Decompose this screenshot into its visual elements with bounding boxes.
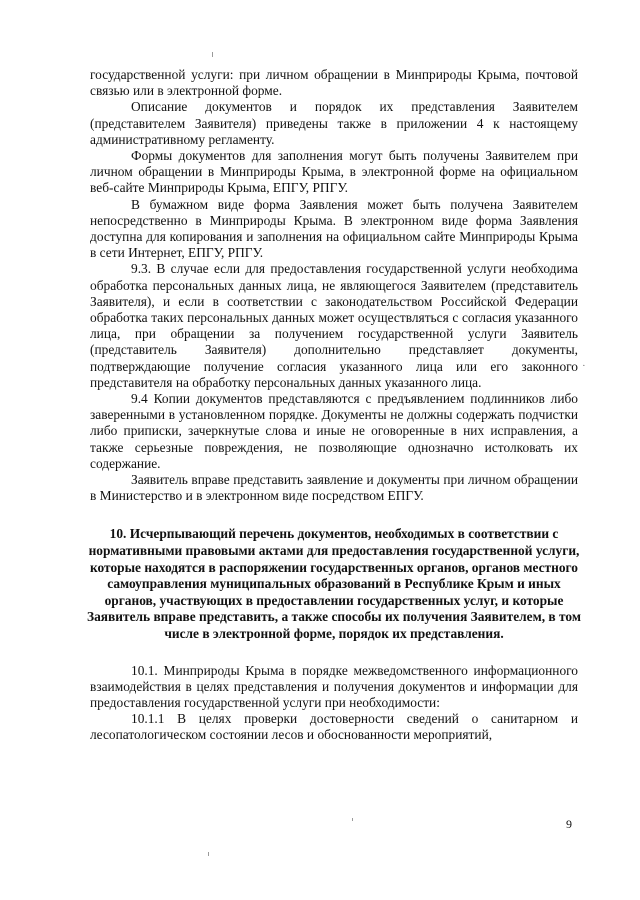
paragraph-10-1: 10.1. Минприроды Крыма в порядке межведомственного информационного взаимодействия в целях представления и получения документов и информации для предоставления государственной услуги при необходимости:	[90, 662, 578, 711]
scan-speck	[352, 818, 353, 821]
section-heading-10: 10. Исчерпывающий перечень документов, необходимых в соответствии с нормативными правовыми актами для предоставления государственной услуги, которые находятся в распоряжении государственных органов, органов местного самоуправления муниципальных образований в Республике Крым и иных органов, участвующих в предоставлении государственных услуг, и которые Заявитель вправе представить, а также способы их получения Заявителем, в том числе в электронной форме, порядок их представления.	[87, 526, 581, 642]
paragraph-applicant-right: Заявитель вправе представить заявление и документы при личном обращении в Министерство и в электронном виде посредством ЕПГУ.	[90, 472, 578, 504]
paragraph-10-1-1: 10.1.1 В целях проверки достоверности сведений о санитарном и лесопатологическом состоянии лесов и обоснованности мероприятий,	[90, 711, 578, 743]
paragraph-9-4: 9.4 Копии документов представляются с предъявлением подлинников либо заверенными в установленном порядке. Документы не должны содержать подчистки либо приписки, зачеркнутые слова и иные не оговоренные в них исправления, а также серьезные повреждения, не позволяющие однозначно истолковать их содержание.	[90, 391, 578, 471]
paragraph-documents-description: Описание документов и порядок их представления Заявителем (представителем Заявителя) приведены также в приложении 4 к настоящему административному регламенту.	[90, 99, 578, 147]
scan-speck	[208, 852, 209, 856]
document-body	[87, 67, 581, 744]
paragraph-9-3: 9.3. В случае если для предоставления государственной услуги необходима обработка персональных данных лица, не являющегося Заявителем (представитель Заявителя), и если в соответствии с законодательством Российской Федерации обработка таких персональных данных может осуществляться с согласия указанного лица, при обращении за получением государственной услуги Заявитель (представитель Заявителя) дополнительно представляет документы, подтверждающие получение согласия указанного лица или его законного представителя на обработку персональных данных указанного лица.	[90, 261, 578, 390]
scan-speck	[212, 52, 213, 57]
paragraph-forms: Формы документов для заполнения могут быть получены Заявителем при личном обращении в Минприроды Крыма, в электронной форме на официальном веб-сайте Минприроды Крыма, ЕПГУ, РПГУ.	[90, 148, 578, 196]
spacer	[90, 643, 578, 663]
paragraph-continuation: государственной услуги: при личном обращении в Минприроды Крыма, почтовой связью или в электронной форме.	[90, 67, 578, 99]
page-number: 9	[566, 817, 572, 831]
scan-margin-mark: ·	[582, 360, 586, 372]
paragraph-paper-form: В бумажном виде форма Заявления может быть получена Заявителем непосредственно в Минприроды Крыма. В электронном виде форма Заявления доступна для копирования и заполнения на официальном сайте Минприроды Крыма в сети Интернет, ЕПГУ, РПГУ.	[90, 196, 578, 261]
